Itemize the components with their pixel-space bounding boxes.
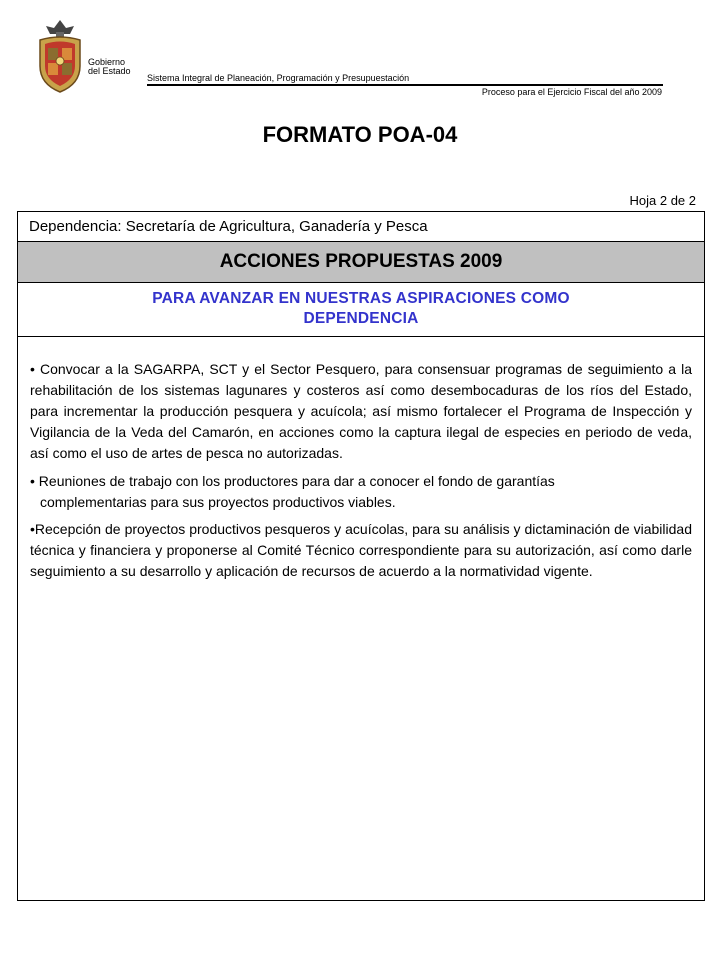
form-table (17, 211, 705, 901)
action-item: • Convocar a la SAGARPA, SCT y el Sector Pesquero, para consensuar programas de seguimiento a la rehabilitación de los sistemas lagunares y costeros así como desembocaduras de los ríos del Estado, para incrementar la producción pesquera y acuícola; así mismo fortalecer el Programa de Inspección y Vigilancia de la Veda del Camarón, en acciones como la captura ilegal de especies en periodo de veda, así como el uso de artes de pesca no autorizadas. (30, 361, 692, 461)
actions-body (18, 337, 704, 582)
government-line1: Gobierno (88, 57, 126, 67)
header-divider (147, 84, 663, 86)
page-indicator: Hoja 2 de 2 (629, 193, 696, 208)
section-title: ACCIONES PROPUESTAS 2009 (18, 242, 704, 283)
action-item: • Reuniones de trabajo con los productores para dar a conocer el fondo de garantías (30, 473, 555, 489)
section-subtitle (18, 283, 704, 337)
process-label: Proceso para el Ejercicio Fiscal del año 2009 (481, 87, 662, 97)
dependency-row: Dependencia: Secretaría de Agricultura, Ganadería y Pesca (18, 212, 704, 242)
system-name: Sistema Integral de Planeación, Programación y Presupuestación (147, 73, 410, 83)
government-label (88, 58, 131, 76)
state-seal-icon (36, 18, 84, 96)
action-item-continuation: complementarias para sus proyectos productivos viables. (40, 494, 396, 510)
subtitle-line1: PARA AVANZAR EN NUESTRAS ASPIRACIONES COMO (152, 290, 570, 307)
subtitle-line2: DEPENDENCIA (303, 310, 419, 327)
action-item: •Recepción de proyectos productivos pesqueros y acuícolas, para su análisis y dictaminación de viabilidad técnica y financiera y proponerse al Comité Técnico correspondiente para su autorización, así como darle seguimiento a su desarrollo y aplicación de recursos de acuerdo a la normatividad vigente. (30, 521, 692, 579)
government-line2: del Estado (88, 66, 131, 76)
page-title: FORMATO POA-04 (262, 122, 458, 147)
